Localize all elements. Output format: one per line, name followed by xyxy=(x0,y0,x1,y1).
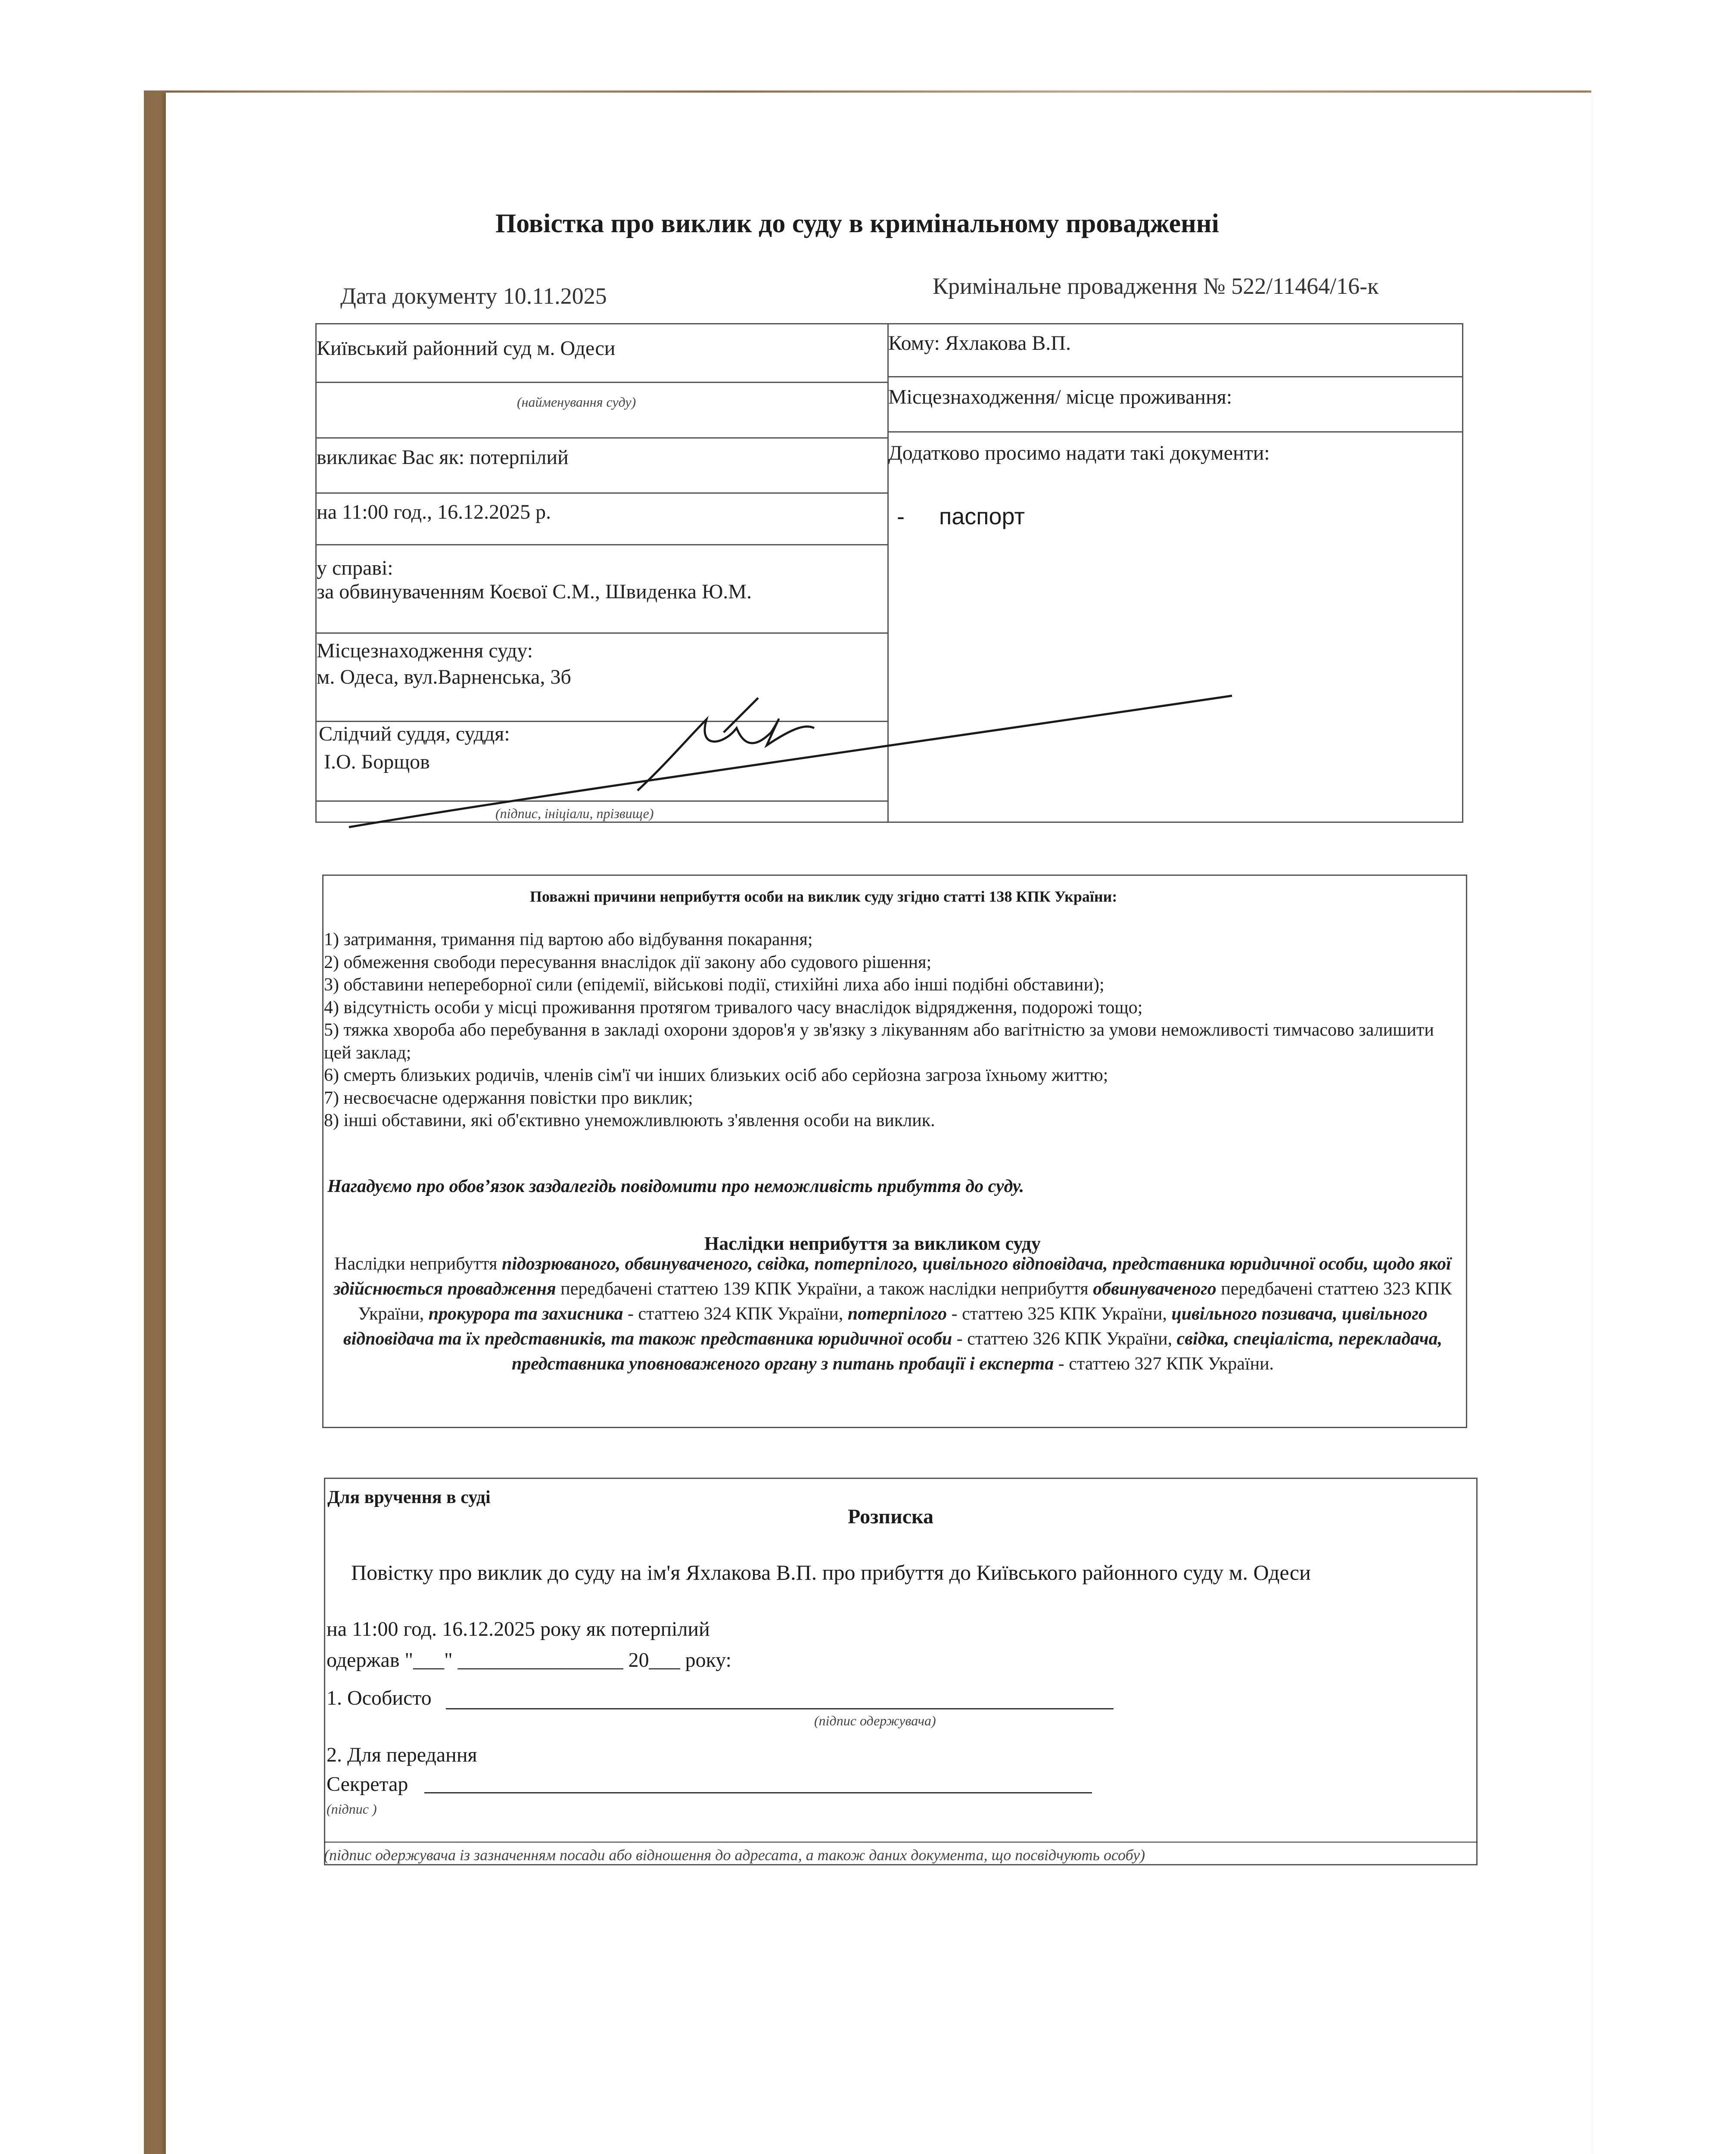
personal-signature-hint: (підпис одержувача) xyxy=(814,1713,936,1728)
consequences-emphasis: обвинуваченого xyxy=(1093,1279,1216,1299)
receipt-box xyxy=(324,1478,1478,1865)
document-date: Дата документу 10.11.2025 xyxy=(340,283,607,309)
reason-item: 7) несвоєчасне одержання повістки про виклик; xyxy=(324,1088,693,1108)
secretary-signature-hint: (підпис ) xyxy=(327,1801,377,1817)
reasons-list xyxy=(324,928,1453,1132)
documents-label: Додатково просимо надати такі документи: xyxy=(888,442,1270,464)
receipt-text: Повістку про виклик до суду на ім'я Яхлакова В.П. про прибуття до Київського районного суду м. Одеси xyxy=(351,1560,1311,1584)
judge-name: І.О. Борщов xyxy=(324,750,430,773)
consequences-segment: - статтею 325 КПК України, xyxy=(947,1304,1172,1324)
reason-item: 2) обмеження свободи пересування внаслідок дії закону або судового рішення; xyxy=(324,952,932,972)
consequences-emphasis: цивільного позивача, цивільного відповідача та їх представників, та також представника юридичної особи xyxy=(343,1304,1428,1349)
row-divider xyxy=(887,376,1463,377)
reason-item: 5) тяжка хвороба або перебування в закладі охорони здоров'я у зв'язку з лікуванням або вагітністю за умови неможливості тимчасово залишити цей заклад; xyxy=(324,1020,1434,1063)
consequences-segment: передбачені статтею 139 КПК України, а також наслідки неприбуття xyxy=(556,1279,1093,1299)
row-divider xyxy=(317,492,887,494)
reasons-title: Поважні причини неприбуття особи на виклик суду згідно статті 138 КПК України: xyxy=(530,888,1117,905)
case-label: у справі: xyxy=(317,557,393,579)
receipt-label: Для вручення в суді xyxy=(327,1488,491,1507)
summons-as: викликає Вас як: потерпілий xyxy=(317,446,569,469)
consequences-text xyxy=(327,1251,1458,1376)
case-number: Кримінальне провадження № 522/11464/16-к xyxy=(933,273,1379,299)
receipt-received-date: одержав "___" ________________ 20___ року: xyxy=(327,1649,732,1672)
receipt-footer-hint: (підпис одержувача із зазначенням посади або відношення до адресата, а також даних документа, що посвідчують особу) xyxy=(324,1846,1145,1864)
judge-signature xyxy=(336,681,1241,836)
secretary-signature-line xyxy=(424,1792,1092,1793)
consequences-emphasis: прокурора та захисника xyxy=(428,1304,623,1324)
document-item: паспорт xyxy=(939,504,1025,529)
reminder-note: Нагадуємо про обов’язок заздалегідь повідомити про неможливість прибуття до суду. xyxy=(327,1177,1024,1196)
case-value: за обвинуваченням Коєвої С.М., Швиденка Ю.М. xyxy=(317,580,752,603)
consequences-segment: - статтею 326 КПК України, xyxy=(952,1329,1177,1349)
judge-label: Слідчий суддя, суддя: xyxy=(319,722,510,745)
consequences-emphasis: підозрюваного, обвинуваченого, свідка, потерпілого, цивільного відповідача, представника юридичної особи, щодо якої здійснюється провадження xyxy=(333,1254,1451,1299)
consequences-emphasis: потерпілого xyxy=(847,1304,947,1324)
footer-signature-line xyxy=(324,1842,1478,1843)
signature-hint: (підпис, ініціали, прізвище) xyxy=(495,806,654,821)
court-name-hint: (найменування суду) xyxy=(517,394,636,410)
row-divider xyxy=(887,431,1463,433)
court-location-value: м. Одеса, вул.Варненська, 3б xyxy=(317,666,571,688)
reason-item: 1) затримання, тримання під вартою або відбування покарання; xyxy=(324,930,813,949)
secretary-label: Секретар xyxy=(327,1773,408,1796)
receipt-time: на 11:00 год. 16.12.2025 року як потерпілий xyxy=(327,1618,710,1640)
reason-item: 8) інші обставини, які об'єктивно унеможливлюють з'явлення особи на виклик. xyxy=(324,1111,935,1130)
consequences-segment: - статтею 327 КПК України. xyxy=(1054,1354,1274,1374)
row-divider xyxy=(317,437,887,439)
hearing-time: на 11:00 год., 16.12.2025 р. xyxy=(317,501,551,523)
reason-item: 4) відсутність особи у місці проживання протягом тривалого часу внаслідок відрядження, подорожі тощо; xyxy=(324,997,1143,1018)
consequences-segment: Наслідки неприбуття xyxy=(334,1254,502,1274)
court-name: Київський районний суд м. Одеси xyxy=(317,337,616,360)
document-bullet: - xyxy=(897,504,905,529)
consequences-segment: передбачені статтею 323 КПК України, xyxy=(358,1279,1452,1324)
consequences-title: Наслідки неприбуття за викликом суду xyxy=(704,1233,1041,1254)
personal-delivery-label: 1. Особисто xyxy=(327,1687,432,1709)
consequences-emphasis: свідка, спеціаліста, перекладача, представника уповноваженого органу з питань пробації і експерта xyxy=(511,1329,1443,1374)
residence-label: Місцезнаходження/ місце проживання: xyxy=(888,386,1232,408)
row-divider xyxy=(317,544,887,545)
consequences-segment: - статтею 324 КПК України, xyxy=(623,1304,848,1324)
transfer-label: 2. Для передання xyxy=(327,1743,477,1766)
receipt-title: Розписка xyxy=(848,1505,933,1528)
document-title: Повістка про виклик до суду в кримінальному провадженні xyxy=(495,209,1219,238)
recipient-name: Кому: Яхлакова В.П. xyxy=(888,332,1071,355)
reason-item: 3) обставини непереборної сили (епідемії, військові події, стихійні лиха або інші подібні обставини); xyxy=(324,975,1104,995)
row-divider xyxy=(317,632,887,634)
row-divider xyxy=(317,382,887,383)
court-location-label: Місцезнаходження суду: xyxy=(317,639,533,662)
personal-signature-line xyxy=(446,1708,1114,1709)
reason-item: 6) смерть близьких родичів, членів сім'ї чи інших близьких осіб або серйозна загроза їхньому життю; xyxy=(324,1065,1108,1085)
